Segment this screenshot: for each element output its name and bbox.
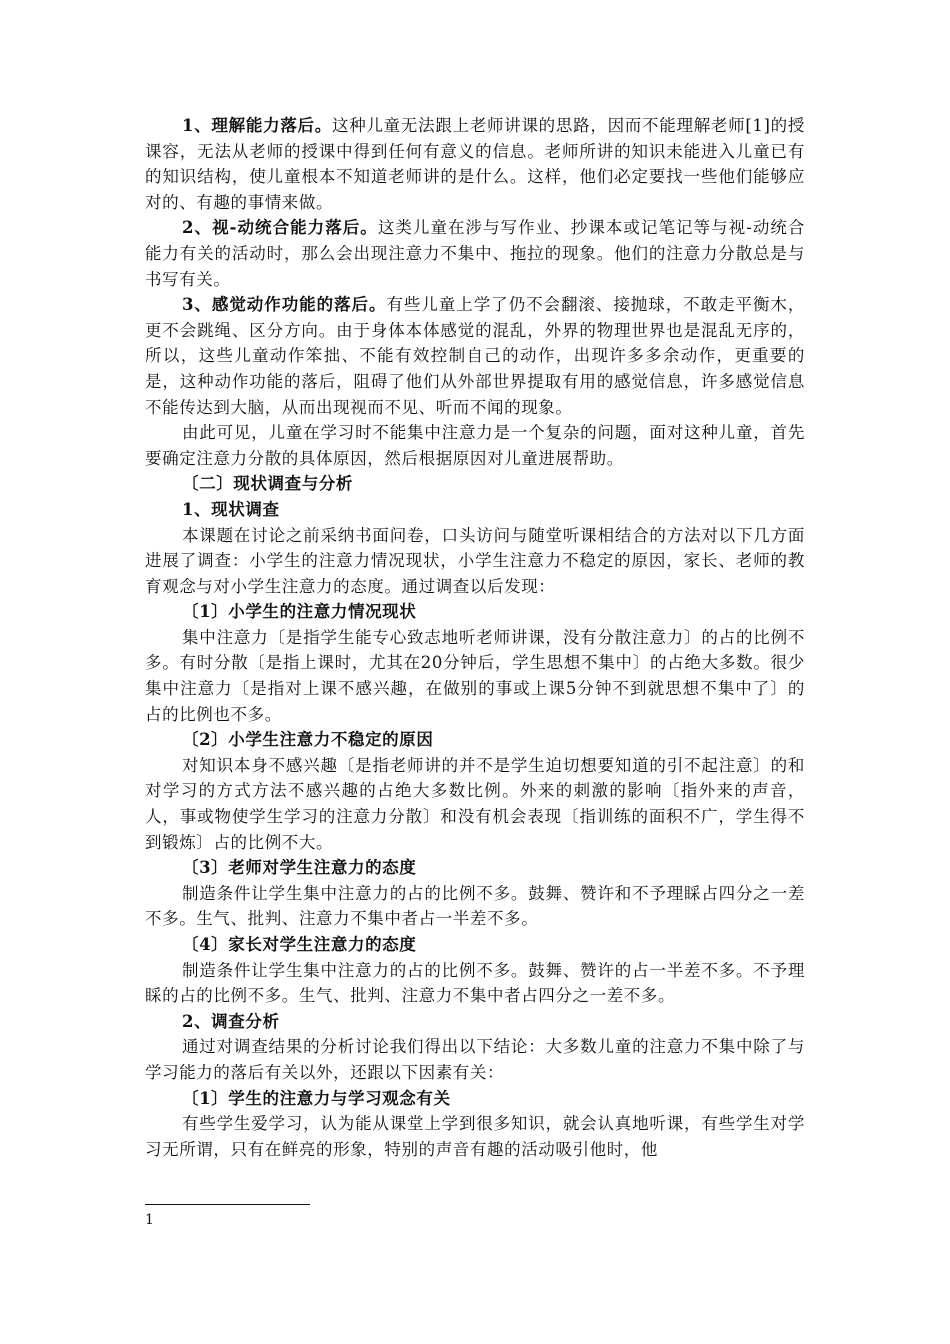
subsection-heading: 〔4〕家长对学生注意力的态度 xyxy=(182,935,417,954)
subsection-heading: 〔2〕小学生注意力不稳定的原因 xyxy=(182,730,434,750)
subsection-heading: 2、调查分析 xyxy=(182,1011,280,1031)
paragraph-conclusion: 由此可见，儿童在学习时不能集中注意力是一个复杂的问题，面对这种儿童，首先要确定注意力分散的具体原因，然后根据原因对儿童进展帮助。 xyxy=(145,423,805,468)
section-heading: 〔二〕现状调查与分析 xyxy=(182,474,353,494)
paragraph-text: 这类儿童在涉与写作业、抄课本或记笔记等与视-动统合能力有关的活动时，那么会出现注意力不集中、拖拉的现象。他们的注意力分散总是与书写有关。 xyxy=(145,218,805,289)
paragraph-visual-motor xyxy=(145,215,805,292)
footnote-divider xyxy=(145,1204,310,1205)
paragraph-sensory-motor xyxy=(145,292,805,420)
paragraph-lead: 1、理解能力落后。 xyxy=(182,116,332,135)
paragraph-analysis: 通过对调查结果的分析讨论我们得出以下结论：大多数儿童的注意力不集中除了与学习能力的落后有关以外，还跟以下因素有关： xyxy=(145,1037,805,1082)
paragraph-attention-status: 集中注意力〔是指学生能专心致志地听老师讲课，没有分散注意力〕的占的比例不多。有时分散〔是指上课时，尤其在20分钟后，学生思想不集中〕的占绝大多数。很少集中注意力〔是指对上课不感兴趣，在做别的事或上课5分钟不到就思想不集中了〕的占的比例也不多。 xyxy=(145,627,805,724)
paragraph-text: 这种儿童无法跟上老师讲课的思路，因而不能理解老师[1]的授课容，无法从老师的授课中得到任何有意义的信息。老师所讲的知识未能进入儿童已有的知识结构，使儿童根本不知道老师讲的是什么。这样，他们必定要找一些他们能够应对的、有趣的事情来做。 xyxy=(145,116,805,212)
paragraph-learning-attitude: 有些学生爱学习，认为能从课堂上学到很多知识，就会认真地听课，有些学生对学习无所谓，只有在鲜亮的形象，特别的声音有趣的活动吸引他时，他 xyxy=(145,1114,805,1159)
footnote-number: 1 xyxy=(145,1212,154,1228)
subsection-heading: 〔3〕老师对学生注意力的态度 xyxy=(182,858,417,878)
paragraph-parent-attitude: 制造条件让学生集中注意力的占的比例不多。鼓舞、赞许的占一半差不多。不予理睬的占的比例不多。生气、批判、注意力不集中者占四分之一差不多。 xyxy=(145,960,805,1006)
paragraph-text: 有些儿童上学了仍不会翻滚、接抛球，不敢走平衡木，更不会跳绳、区分方向。由于身体本体感觉的混乱，外界的物理世界也是混乱无序的，所以，这些儿童动作笨拙、不能有效控制自己的动作，出现许多多余动作，更重要的是，这种动作功能的落后，阻碍了他们从外部世界提取有用的感觉信息，许多感觉信息不能传达到大脑，从而出现视而不见、听而不闻的现象。 xyxy=(145,295,805,417)
body-text xyxy=(145,113,805,1162)
paragraph-lead: 2、视-动统合能力落后。 xyxy=(182,218,378,238)
paragraph-survey-method: 本课题在讨论之前采纳书面问卷，口头访问与随堂听课相结合的方法对以下几方面进展了调查：小学生的注意力情况现状，小学生注意力不稳定的原因，家长、老师的教育观念与对小学生注意力的态度。通过调查以后发现： xyxy=(145,525,805,596)
paragraph-comprehension xyxy=(145,113,805,215)
paragraph-lead: 3、感觉动作功能的落后。 xyxy=(182,295,387,315)
subsection-heading: 〔1〕学生的注意力与学习观念有关 xyxy=(182,1088,451,1108)
subsection-heading: 1、现状调查 xyxy=(182,499,280,519)
paragraph-teacher-attitude: 制造条件让学生集中注意力的占的比例不多。鼓舞、赞许和不予理睬占四分之一差不多。生气、批判、注意力不集中者占一半差不多。 xyxy=(145,883,805,929)
paragraph-instability-causes: 对知识本身不感兴趣〔是指老师讲的并不是学生迫切想要知道的引不起注意〕的和对学习的方式方法不感兴趣的占绝大多数比例。外来的刺激的影响〔指外来的声音，人，事或物使学生学习的注意力分散〕和没有机会表现〔指训练的面积不广，学生得不到锻炼〕占的比例不大。 xyxy=(145,755,805,852)
subsection-heading: 〔1〕小学生的注意力情况现状 xyxy=(182,602,417,622)
